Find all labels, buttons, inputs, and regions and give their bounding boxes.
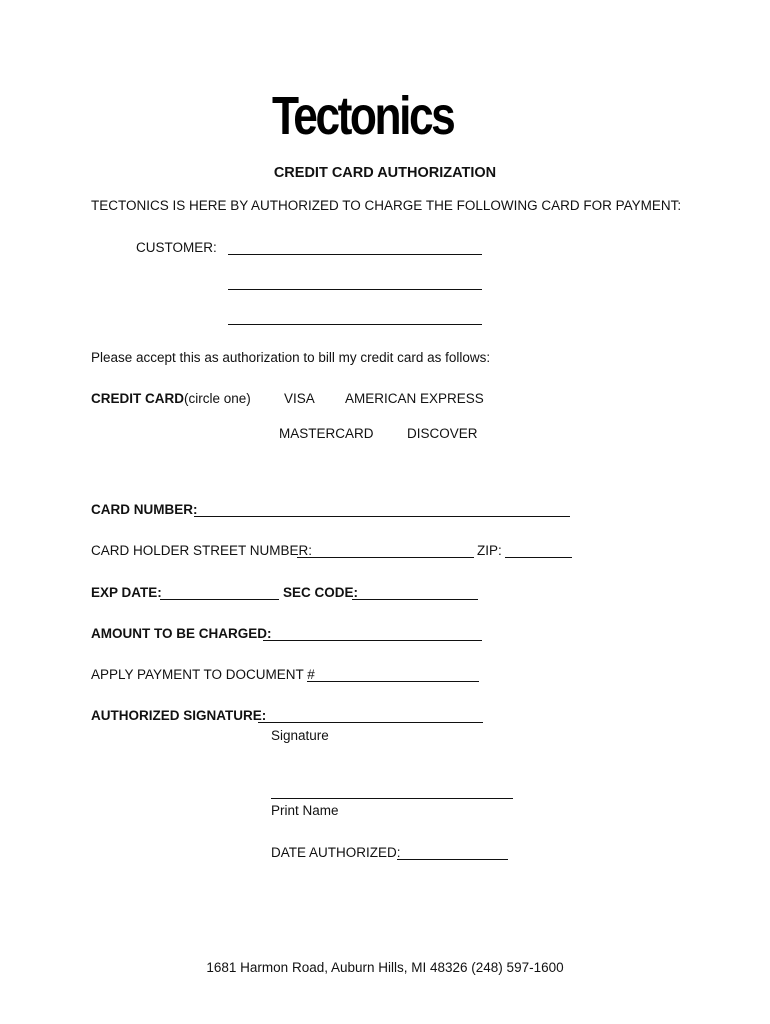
card-number-label: CARD NUMBER: — [91, 502, 198, 517]
authorization-statement: TECTONICS IS HERE BY AUTHORIZED TO CHARGE THE FOLLOWING CARD FOR PAYMENT: — [91, 198, 682, 213]
card-option-discover[interactable]: DISCOVER — [407, 426, 478, 441]
card-option-visa[interactable]: VISA — [284, 391, 315, 406]
print-name-line[interactable] — [271, 798, 513, 799]
street-number-line[interactable] — [297, 557, 474, 558]
date-authorized-label: DATE AUTHORIZED: — [271, 845, 401, 860]
exp-date-label: EXP DATE: — [91, 585, 162, 600]
form-title: CREDIT CARD AUTHORIZATION — [273, 165, 497, 181]
zip-label: ZIP: — [477, 543, 502, 558]
customer-line-3[interactable] — [228, 324, 482, 325]
card-option-mastercard[interactable]: MASTERCARD — [279, 426, 374, 441]
sec-code-line[interactable] — [352, 599, 478, 600]
street-number-label: CARD HOLDER STREET NUMBER: — [91, 543, 313, 558]
card-option-american-express[interactable]: AMERICAN EXPRESS — [345, 391, 484, 406]
card-number-line[interactable] — [194, 516, 570, 517]
company-address-footer: 1681 Harmon Road, Auburn Hills, MI 48326 (248) 597-1600 — [206, 960, 564, 975]
company-logo: Tectonics — [272, 86, 454, 146]
print-name-caption: Print Name — [271, 803, 339, 818]
customer-line-2[interactable] — [228, 289, 482, 290]
zip-line[interactable] — [505, 557, 572, 558]
sec-code-label: SEC CODE: — [283, 585, 359, 600]
date-authorized-line[interactable] — [397, 859, 508, 860]
amount-line[interactable] — [263, 640, 482, 641]
circle-one-instruction: (circle one) — [184, 391, 251, 406]
billing-statement: Please accept this as authorization to bill my credit card as follows: — [91, 350, 491, 365]
apply-payment-line[interactable] — [307, 681, 479, 682]
apply-payment-label: APPLY PAYMENT TO DOCUMENT # — [91, 667, 315, 682]
customer-label: CUSTOMER: — [136, 240, 217, 255]
exp-date-line[interactable] — [160, 599, 279, 600]
amount-label: AMOUNT TO BE CHARGED: — [91, 626, 272, 641]
credit-card-label: CREDIT CARD — [91, 391, 184, 406]
signature-caption: Signature — [271, 728, 329, 743]
authorized-signature-label: AUTHORIZED SIGNATURE: — [91, 708, 267, 723]
customer-line-1[interactable] — [228, 254, 482, 255]
authorized-signature-line[interactable] — [258, 722, 483, 723]
